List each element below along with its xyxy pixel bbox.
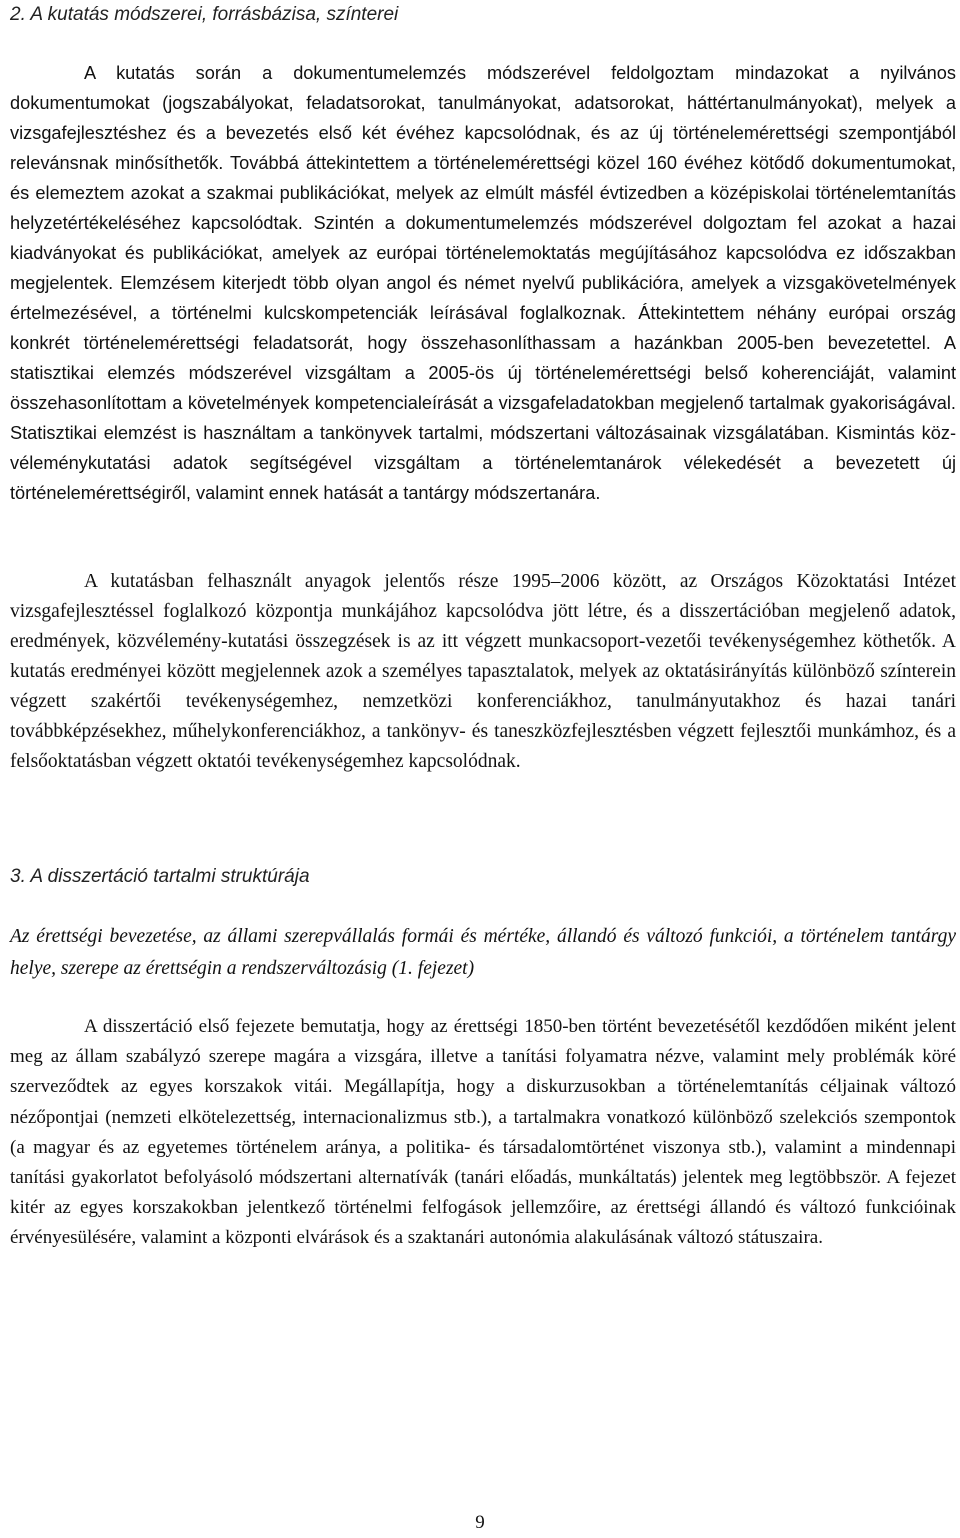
section-heading: 3. A disszertáció tartalmi struktúrája bbox=[10, 866, 310, 887]
chapter-title: Az érettségi bevezetése, az állami szerepvállalás formái és mértéke, állandó és változó funkciói, a történelem tantárgy helye, szerepe az érettségin a rendszerváltozásig (1. fejezet) bbox=[10, 926, 956, 979]
body-text bbox=[10, 58, 956, 508]
body-text bbox=[10, 1012, 956, 1254]
page-number: 9 bbox=[475, 1512, 485, 1533]
paragraph: A kutatásban felhasznált anyagok jelentős része 1995–2006 között, az Országos Közoktatási Intézet vizsgafejlesztéssel foglalkozó központja munkájához kapcsolódva jött létre, és a disszertációban megjelenő adatok, eredmények, közvélemény-kutatási összegzések is az itt végzett munkacsoport-vezetői tevékenységemhez köthetők. A kutatás eredményei között megjelennek azok a személyes tapasztalatok, melyek az oktatásirányítás különböző színterein végzett szakértői tevékenységemhez, nemzetközi konferenciákhoz, tanulmányutakhoz és hazai tanári továbbképzésekhez, műhelykonferenciákhoz, a tankönyv- és taneszközfejlesztésben végzett fejlesztői munkámhoz, és a felsőoktatásban végzett oktatói tevékenységemhez kapcsolódnak. bbox=[10, 571, 956, 772]
paragraph: A kutatás során a dokumentumelemzés módszerével feldolgoztam mindazokat a nyilvános dokumentumokat (jogszabályokat, feladatsorokat, tanulmányokat, adatsorokat, háttértanulmányokat), melyek a vizsgafejlesztéshez és a bevezetés első két évéhez kapcsolódnak, és az új történelemérettségi szempontjából relevánsnak minősíthetők. Továbbá áttekintettem a történelemérettségi közel 160 évéhez kötődő dokumentumokat, és elemeztem azokat a szakmai publikációkat, melyek az elmúlt másfél évtizedben a középiskolai történelemtanítás helyzetértékeléséhez kapcsolódtak. Szintén a dokumentumelemzés módszerével dolgoztam fel azokat a hazai kiadványokat és publikációkat, amelyek az európai történelemoktatás megújításához kapcsolódva ez időszakban megjelentek. Elemzésem kiterjedt több olyan angol és német nyelvű publikációra, amelyek a vizsgakövetelmények értelmezésével, a történelmi kulcskompetenciák leírásával foglalkoznak. Áttekintettem néhány európai ország konkrét történelemérettségi feladatsorát, hogy összehasonlíthassam a hazánkban 2005-ben bevezetettel. A statisztikai elemzés módszerével vizsgáltam a 2005-ös új történelemérettségi belső koherenciáját, valamint összehasonlítottam a követelmények kompetencialeírását a vizsgafeladatokban megjelenő tartalmak gyakoriságával. Statisztikai elemzést is használtam a tankönyvek tartalmi, módszertani változásainak vizsgálatában. Kismintás köz-véleménykutatási adatok segítségével vizsgáltam a történelemtanárok vélekedését a bevezetett új történelemérettségiről, valamint ennek hatását a tantárgy módszertanára. bbox=[10, 63, 956, 503]
paragraph: A disszertáció első fejezete bemutatja, hogy az érettségi 1850-ben történt bevezetésétől kezdődően miként jelent meg az állam szabályzó szerepe magára a vizsgára, illetve a tanítási folyamatra nézve, valamint mely problémák köré szerveződtek az egyes korszakok vitái. Megállapítja, hogy a diskurzusokban a történelemtanítás céljainak változó nézőpontjai (nemzeti elkötelezettség, internacionalizmus stb.), a tartalmakra vonatkozó különböző szelekciós szempontok (a magyar és az egyetemes történelem aránya, a politika- és társadalomtörténet viszonya stb.), valamint a mindennapi tanítási gyakorlatot befolyásoló módszertani alternatívák (tanári előadás, munkáltatás) jelentek meg legtöbbször. A fejezet kitér az egyes korszakokban jelentkező történelmi felfogások jellemzőire, az érettségi állandó és változó funkcióinak érvényesülésére, valamint a központi elvárások és a szaktanári autonómia alakulásának változó státuszaira. bbox=[10, 1016, 956, 1249]
body-text bbox=[10, 567, 956, 777]
section-heading: 2. A kutatás módszerei, forrásbázisa, színterei bbox=[10, 4, 399, 25]
